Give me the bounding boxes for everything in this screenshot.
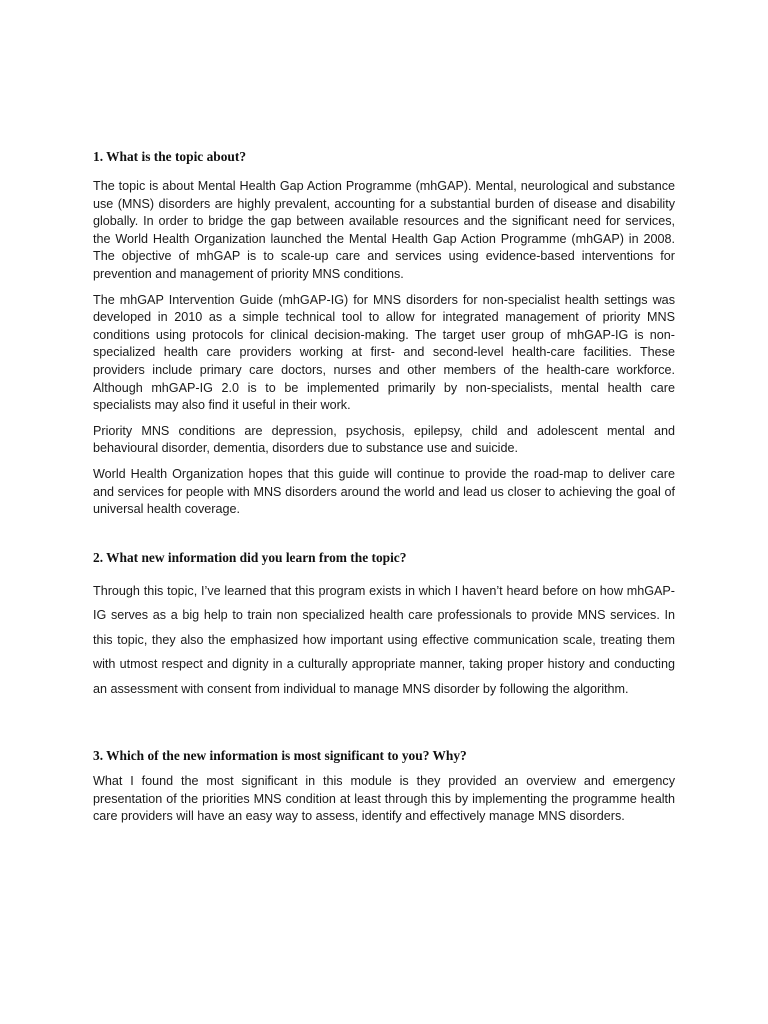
section-1-paragraph-4: World Health Organization hopes that this guide will continue to provide the road-map to deliver care and services for people with MNS disorders around the world and lead us closer to achieving the goal of universal health coverage. (93, 466, 675, 517)
section-1 (93, 148, 675, 519)
section-1-paragraph-2: The mhGAP Intervention Guide (mhGAP-IG) for MNS disorders for non-specialist health settings was developed in 2010 as a simple technical tool to allow for integrated management of priority MNS conditions using protocols for clinical decision-making. The target user group of mhGAP-IG is non-specialized health care providers working at first- and second-level health-care facilities. These providers include primary care doctors, nurses and other members of the health-care workforce. Although mhGAP-IG 2.0 is to be implemented primarily by non-specialists, mental health care specialists may also find it useful in their work. (93, 292, 675, 413)
section-1-paragraph-3: Priority MNS conditions are depression, psychosis, epilepsy, child and adolescent mental and behavioural disorder, dementia, disorders due to substance use and suicide. (93, 423, 675, 456)
section-2-heading: 2. What new information did you learn from the topic? (93, 549, 407, 565)
section-3 (93, 747, 675, 826)
section-2 (93, 549, 675, 702)
section-3-heading: 3. Which of the new information is most significant to you? Why? (93, 748, 467, 764)
section-1-heading: 1. What is the topic about? (93, 149, 247, 164)
section-3-paragraph-1: What I found the most significant in this module is they provided an overview and emergency presentation of the priorities MNS condition at least through this by implementing the programme health care providers will have an easy way to assess, identify and effectively manage MNS disorders. (93, 774, 675, 824)
section-1-paragraph-1: The topic is about Mental Health Gap Action Programme (mhGAP). Mental, neurological and substance use (MNS) disorders are highly prevalent, accounting for a substantial burden of disease and disability globally. In order to bridge the gap between available resources and the significant need for services, the World Health Organization launched the Mental Health Gap Action Programme (mhGAP) in 2008. The objective of mhGAP is to scale-up care and services using evidence-based interventions for prevention and management of priority MNS conditions. (93, 179, 675, 281)
document-content (93, 148, 675, 834)
section-2-paragraph-1: Through this topic, I’ve learned that this program exists in which I haven’t heard before on how mhGAP-IG serves as a big help to train non specialized health care professionals to provide MNS services. In this topic, they also the emphasized how important using effective communication scale, treating them with utmost respect and dignity in a culturally appropriate manner, taking proper history and conducting an assessment with consent from individual to manage MNS disorder by following the algorithm. (93, 583, 675, 696)
